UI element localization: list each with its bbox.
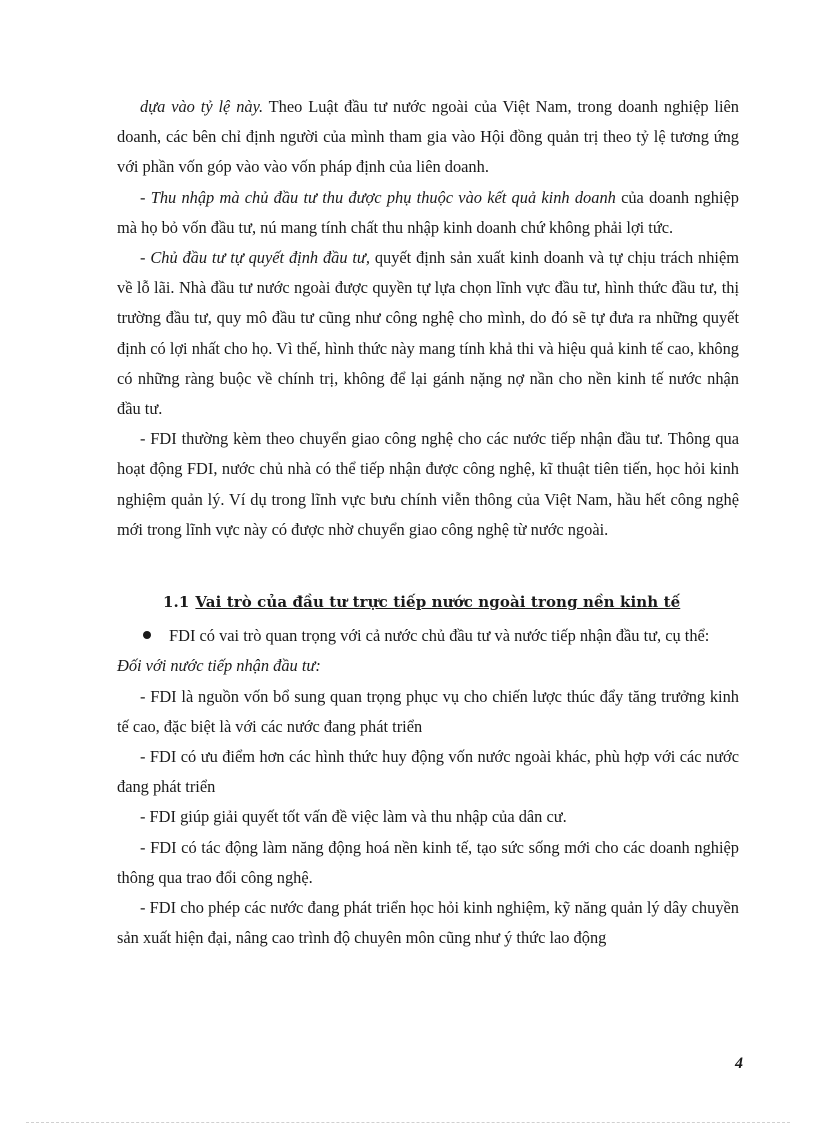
- bullet-icon: [143, 631, 151, 639]
- bullet-text: FDI có vai trò quan trọng với cả nước chủ đầu tư và nước tiếp nhận đầu tư, cụ thể:: [169, 626, 710, 646]
- paragraph-text: quyết định sản xuất kinh doanh và tự chịu trách nhiệm về lỗ lãi. Nhà đầu tư nước ngoài được quyền tự lựa chọn lĩnh vực đầu tư, hình thức đầu tư, thị trường đầu tư, quy mô đầu tư cũng như công nghệ cho mình, do đó sẽ tự đưa ra những quyết định có lợi nhất cho họ. Vì thế, hình thức này mang tính khả thi và hiệu quả kinh tế cao, không có những ràng buộc về chính trị, không để lại gánh nặng nợ nần cho nền kinh tế nước nhận đầu tư.: [117, 248, 739, 419]
- italic-phrase: Thu nhập mà chủ đầu tư thu được phụ thuộc vào kết quả kinh doanh: [150, 187, 616, 207]
- section-number: 1.1: [163, 593, 190, 612]
- page-number: 4: [735, 1055, 743, 1072]
- section-heading: [117, 587, 739, 617]
- page-body: [117, 92, 739, 953]
- section-title: Vai trò của đầu tư trực tiếp nước ngoài trong nền kinh tế: [195, 593, 681, 612]
- bullet-item: [117, 621, 739, 651]
- dash-prefix: -: [140, 187, 151, 207]
- list-item: - FDI giúp giải quyết tốt vấn đề việc làm và thu nhập của dân cư.: [140, 807, 567, 827]
- list-item: - FDI là nguồn vốn bổ sung quan trọng phục vụ cho chiến lược thúc đẩy tăng trưởng kinh tế cao, đặc biệt là với các nước đang phát triển: [117, 686, 739, 736]
- list-item: - FDI có tác động làm năng động hoá nền kinh tế, tạo sức sống mới cho các doanh nghiệp thông qua trao đổi công nghệ.: [117, 837, 739, 887]
- list-item: - FDI có ưu điểm hơn các hình thức huy động vốn nước ngoài khác, phù hợp với các nước đang phát triển: [117, 747, 739, 797]
- paragraph-text: Theo Luật đầu tư nước ngoài của Việt Nam, trong doanh nghiệp liên doanh, các bên chỉ định người của mình tham gia vào Hội đồng quản trị theo tỷ lệ tương ứng với phần vốn góp vào vào vốn pháp định của liên doanh.: [117, 97, 740, 177]
- paragraph-self-decision: [117, 243, 739, 424]
- italic-phrase: dựa vào tỷ lệ này.: [140, 97, 264, 116]
- italic-phrase: Chủ đầu tư tự quyết định đầu tư,: [150, 248, 370, 268]
- paragraph-text: của doanh nghiệp mà họ bỏ vốn đầu tư, nú mang tính chất thu nhập kinh doanh chứ không phải lợi tức.: [117, 187, 739, 237]
- paragraph-equity-ratio: [117, 92, 739, 183]
- list-item: - FDI cho phép các nước đang phát triển học hỏi kinh nghiệm, kỹ năng quản lý dây chuyền sản xuất hiện đại, nâng cao trình độ chuyên môn cũng như ý thức lao động: [117, 898, 739, 948]
- subheading: Đối với nước tiếp nhận đầu tư:: [117, 656, 321, 676]
- dash-prefix: -: [140, 248, 151, 268]
- paragraph-income: [117, 183, 739, 243]
- paragraph-technology-transfer: - FDI thường kèm theo chuyển giao công nghệ cho các nước tiếp nhận đầu tư. Thông qua hoạt động FDI, nước chủ nhà có thể tiếp nhận được công nghệ, kĩ thuật tiên tiến, học hỏi kinh nghiệm quản lý. Ví dụ trong lĩnh vực bưu chính viễn thông của Việt Nam, hầu hết công nghệ mới trong lĩnh vực này có được nhờ chuyển giao công nghệ từ nước ngoài.: [117, 429, 739, 539]
